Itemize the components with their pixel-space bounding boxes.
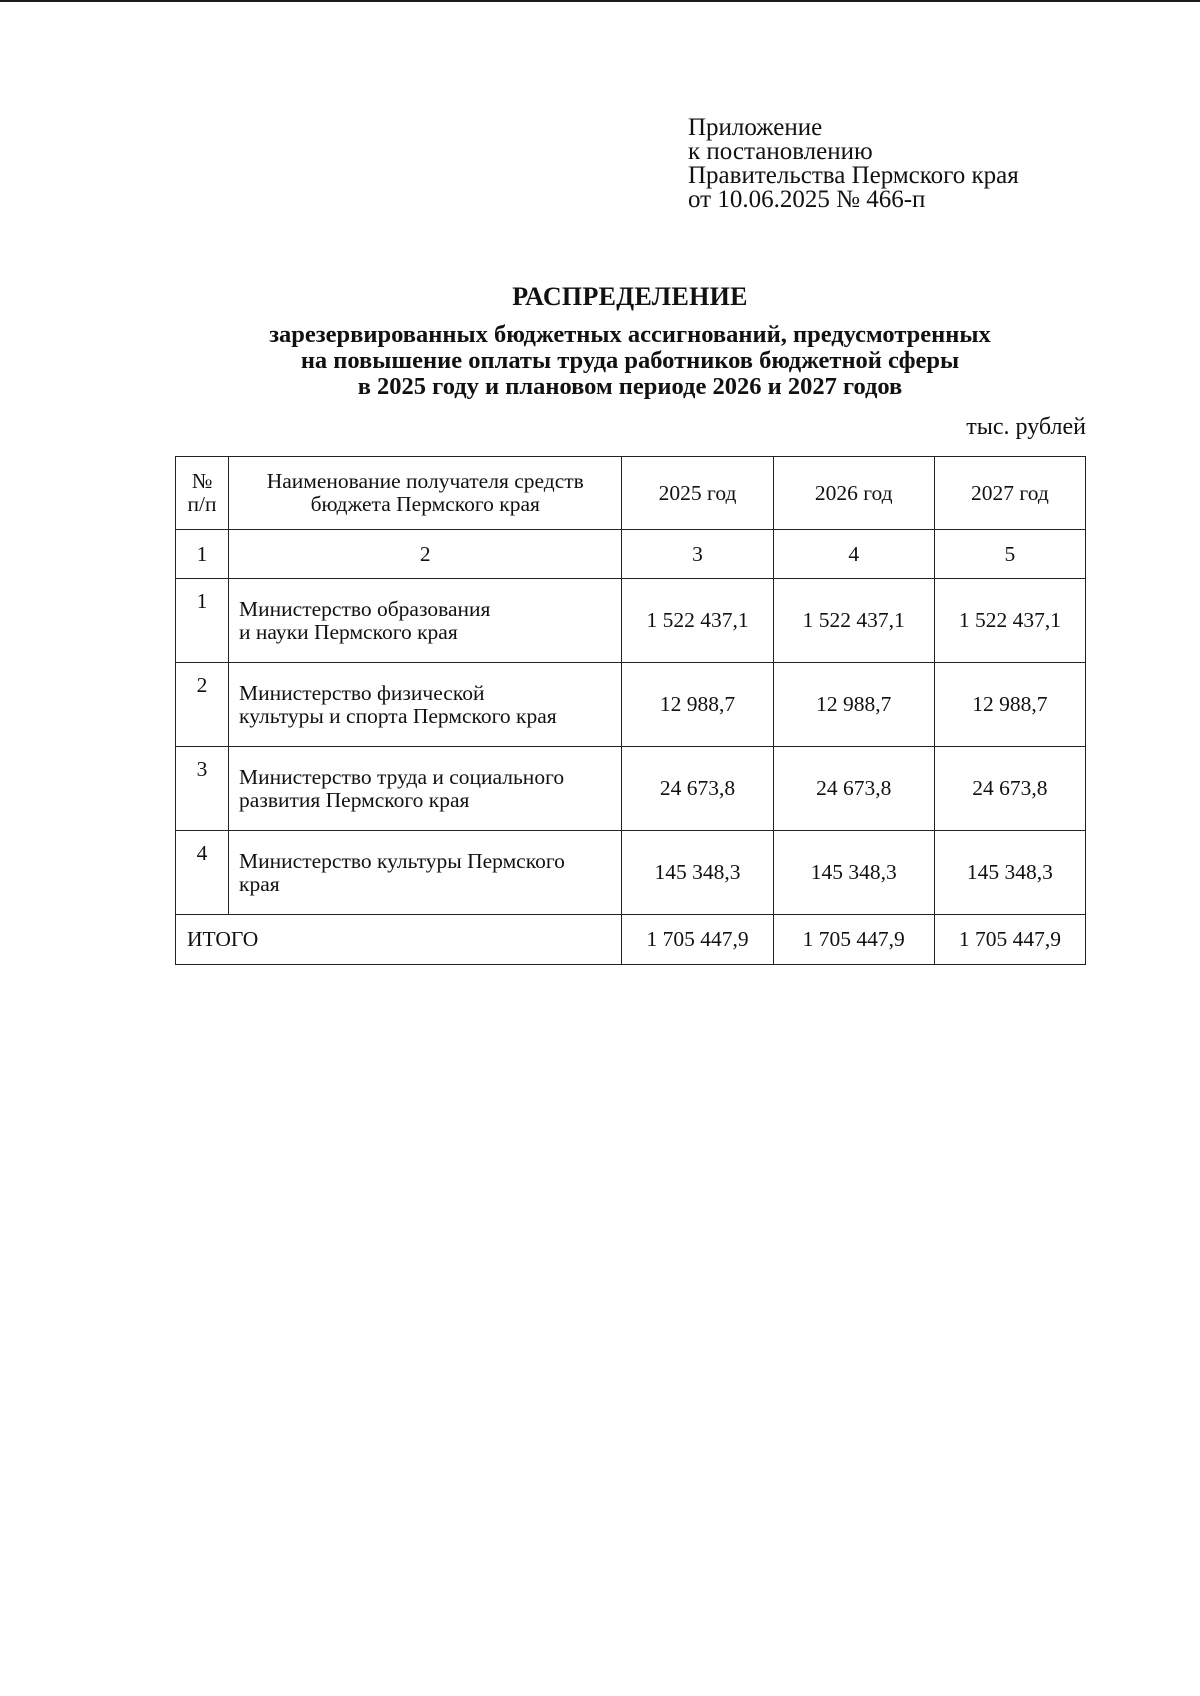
recipient-name-line-1: Министерство труда и социального (239, 764, 565, 789)
table-row (176, 831, 1086, 915)
amount-2027: 24 673,8 (934, 747, 1085, 831)
subtitle-line-2: на повышение оплаты труда работников бюджетной сферы (300, 347, 960, 374)
annex-line-1: Приложение (688, 114, 823, 141)
table-row (176, 747, 1086, 831)
row-number: 2 (176, 663, 229, 747)
header-2027: 2027 год (934, 457, 1085, 530)
amount-2026: 12 988,7 (773, 663, 934, 747)
total-label: ИТОГО (176, 915, 622, 965)
column-number-4: 4 (773, 530, 934, 579)
recipient-name (229, 831, 622, 915)
row-number: 4 (176, 831, 229, 915)
header-2026: 2026 год (773, 457, 934, 530)
table-row (176, 663, 1086, 747)
subtitle-line-1: зарезервированных бюджетных ассигнований, предусмотренных (269, 321, 991, 348)
recipient-name-line-1: Министерство культуры Пермского (239, 848, 565, 873)
annex-line-2: к постановлению (688, 138, 873, 165)
recipient-name (229, 579, 622, 663)
header-number-line-2: п/п (187, 492, 217, 516)
recipient-name-line-1: Министерство физической (239, 680, 485, 705)
total-2026: 1 705 447,9 (773, 915, 934, 965)
amount-2025: 1 522 437,1 (622, 579, 773, 663)
column-number-1: 1 (176, 530, 229, 579)
total-2027: 1 705 447,9 (934, 915, 1085, 965)
allocation-table (175, 456, 1086, 965)
column-number-5: 5 (934, 530, 1085, 579)
table-row (176, 579, 1086, 663)
column-number-row (176, 530, 1086, 579)
header-number-line-1: № (191, 469, 213, 493)
recipient-name-line-2: культуры и спорта Пермского края (239, 703, 557, 728)
header-recipient-line-1: Наименование получателя средств (266, 469, 584, 493)
header-number (176, 457, 229, 530)
amount-2025: 24 673,8 (622, 747, 773, 831)
amount-2027: 1 522 437,1 (934, 579, 1085, 663)
amount-2027: 145 348,3 (934, 831, 1085, 915)
table-header-row (176, 457, 1086, 530)
document-title: РАСПРЕДЕЛЕНИЕ (512, 282, 748, 311)
amount-2026: 145 348,3 (773, 831, 934, 915)
row-number: 1 (176, 579, 229, 663)
recipient-name (229, 747, 622, 831)
total-2025: 1 705 447,9 (622, 915, 773, 965)
scan-top-edge (0, 0, 1200, 2)
header-2025: 2025 год (622, 457, 773, 530)
header-recipient-line-2: бюджета Пермского края (310, 492, 540, 516)
recipient-name-line-2: края (239, 871, 280, 896)
recipient-name (229, 663, 622, 747)
document-subtitle (0, 322, 1200, 400)
total-row (176, 915, 1086, 965)
column-number-2: 2 (229, 530, 622, 579)
annex-header (688, 116, 1019, 212)
recipient-name-line-2: развития Пермского края (239, 787, 470, 812)
column-number-3: 3 (622, 530, 773, 579)
recipient-name-line-2: и науки Пермского края (239, 619, 458, 644)
recipient-name-line-1: Министерство образования (239, 596, 491, 621)
amount-2025: 12 988,7 (622, 663, 773, 747)
amount-2026: 24 673,8 (773, 747, 934, 831)
amount-2025: 145 348,3 (622, 831, 773, 915)
amount-2027: 12 988,7 (934, 663, 1085, 747)
units-label: тыс. рублей (966, 414, 1086, 440)
header-recipient (229, 457, 622, 530)
amount-2026: 1 522 437,1 (773, 579, 934, 663)
row-number: 3 (176, 747, 229, 831)
subtitle-line-3: в 2025 году и плановом периоде 2026 и 2027 годов (357, 373, 903, 400)
annex-line-3: Правительства Пермского края (688, 162, 1019, 189)
annex-line-4: от 10.06.2025 № 466-п (688, 186, 926, 213)
